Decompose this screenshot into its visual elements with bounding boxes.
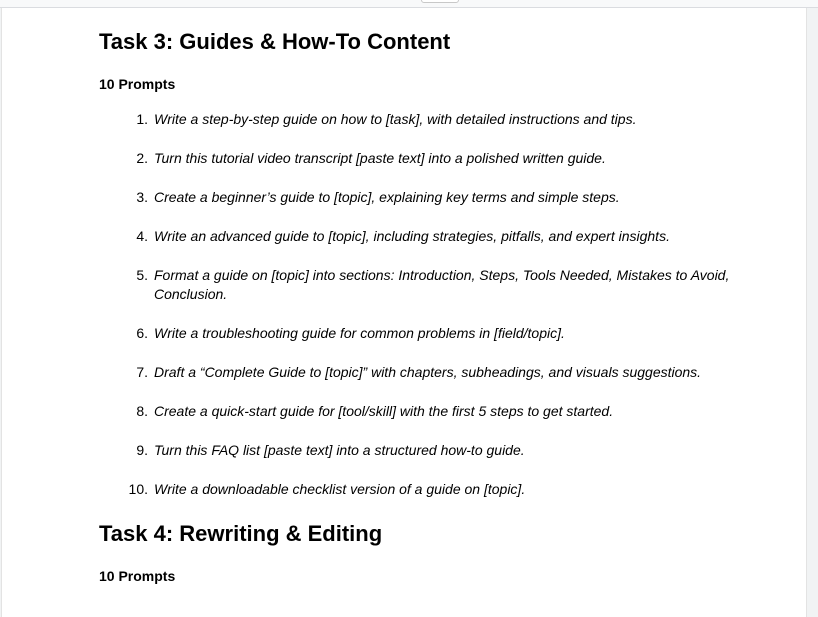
list-item-number: 1. [136,111,148,127]
list-item-number: 2. [136,149,148,166]
page-gap-handle[interactable] [421,0,459,3]
section-task-3 [99,28,789,499]
list-item-text: Create a quick-start guide for [tool/skill] with the first 5 steps to get started. [154,402,614,419]
list-item-text: Write a downloadable checklist version of a guide on [topic]. [154,480,526,497]
list-item [99,266,789,305]
list-item-text: Create a beginner’s guide to [topic], explaining key terms and simple steps. [154,188,620,205]
section-task-4 [99,520,789,585]
list-item-text: Turn this tutorial video transcript [paste text] into a polished written guide. [154,149,606,166]
document-page[interactable] [1,8,807,617]
list-item-text: Turn this FAQ list [paste text] into a structured how-to guide. [154,441,525,458]
page-content [99,28,789,585]
list-item-number: 8. [136,402,148,419]
list-item [99,441,789,461]
list-item [99,227,789,247]
right-gutter [807,8,818,617]
prompt-list [99,110,789,499]
list-item-number: 9. [136,441,148,458]
list-item [99,149,789,169]
section-subheading: 10 Prompts [99,76,176,92]
list-item [99,480,789,500]
list-item-text: Write an advanced guide to [topic], including strategies, pitfalls, and expert insights. [154,227,670,244]
section-subheading: 10 Prompts [99,568,176,585]
list-item [99,188,789,208]
page-break-strip [0,0,818,8]
list-item-text: Format a guide on [topic] into sections: Introduction, Steps, Tools Needed, Mistakes to Avoid, Conclusion. [154,266,730,303]
list-item-number: 7. [136,363,148,380]
list-item [99,110,789,130]
section-heading: Task 3: Guides & How-To Content [99,29,451,54]
list-item-text: Write a step-by-step guide on how to [task], with detailed instructions and tips. [154,111,637,127]
list-item-text: Draft a “Complete Guide to [topic]” with chapters, subheadings, and visuals suggestions. [154,363,702,380]
list-item [99,363,789,383]
list-item-number: 6. [136,324,148,341]
list-item-number: 3. [136,188,148,205]
list-item-number: 10. [128,480,148,497]
list-item-text: Write a troubleshooting guide for common problems in [field/topic]. [154,324,565,341]
section-heading: Task 4: Rewriting & Editing [99,521,383,547]
list-item [99,402,789,422]
list-item [99,324,789,344]
list-item-number: 4. [136,227,148,244]
list-item-number: 5. [136,266,148,283]
